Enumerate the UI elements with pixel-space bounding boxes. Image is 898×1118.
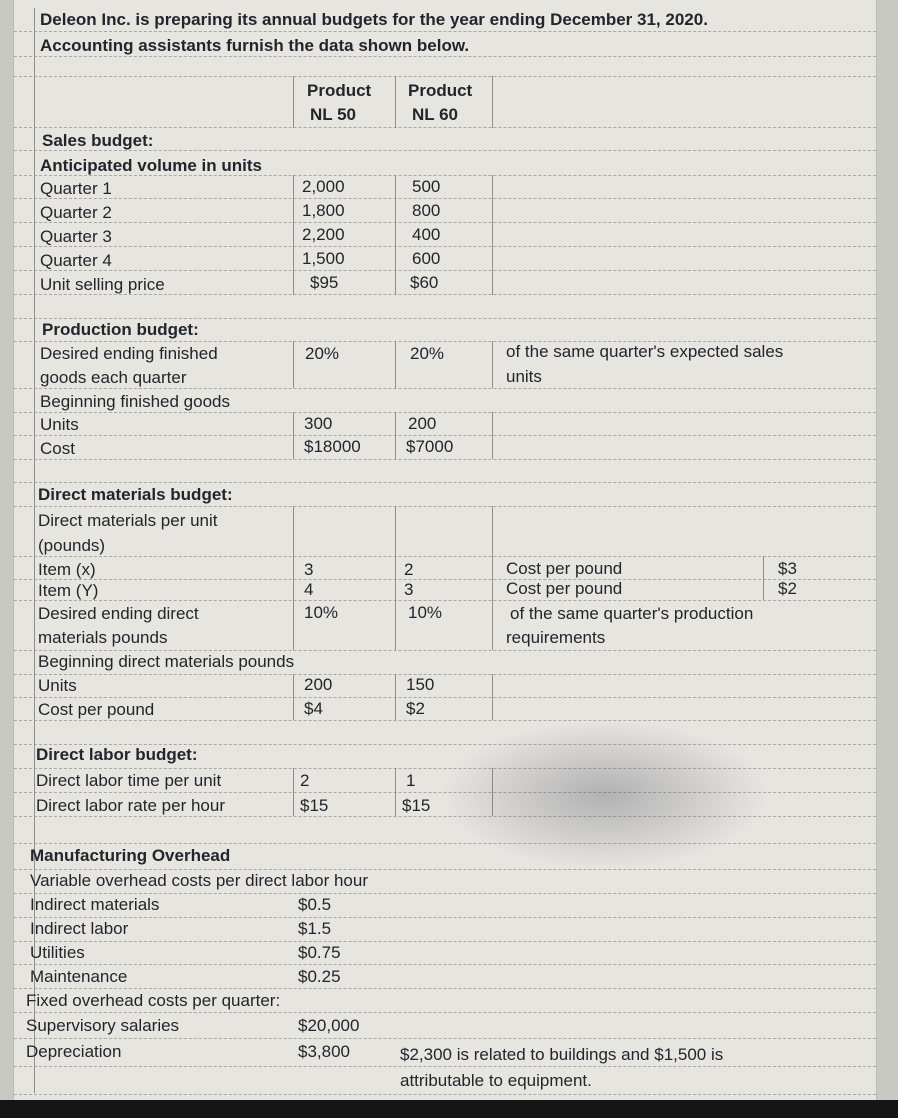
production-units-nl50: 300 bbox=[304, 414, 333, 433]
sales-row-label: Quarter 1 bbox=[40, 179, 112, 198]
labor-time-nl50: 2 bbox=[300, 771, 310, 790]
column-border bbox=[395, 506, 396, 650]
variable-overhead-row-label: Indirect labor bbox=[30, 919, 129, 938]
row-divider bbox=[14, 792, 876, 793]
column-header-nl60-top: Product bbox=[408, 81, 473, 100]
item-x-note: Cost per pound bbox=[506, 559, 623, 578]
item-y-nl50: 4 bbox=[304, 580, 314, 599]
column-border bbox=[293, 341, 294, 388]
sales-q2-nl60: 800 bbox=[412, 201, 441, 220]
production-desired-nl50: 20% bbox=[305, 344, 340, 363]
supervisory-label: Supervisory salaries bbox=[26, 1016, 180, 1035]
item-x-cost: $3 bbox=[778, 559, 797, 578]
row-divider bbox=[14, 893, 876, 894]
column-border bbox=[492, 674, 493, 720]
row-divider bbox=[14, 720, 876, 721]
variable-overhead-row-label: Indirect materials bbox=[30, 895, 160, 914]
row-divider bbox=[14, 1038, 876, 1039]
materials-units-nl60: 150 bbox=[406, 675, 435, 694]
variable-overhead-row-value: $0.5 bbox=[298, 895, 332, 914]
sales-q3-nl50: 2,200 bbox=[302, 225, 345, 244]
column-border bbox=[395, 674, 396, 720]
row-divider bbox=[14, 435, 876, 436]
row-divider bbox=[14, 768, 876, 769]
price-nl50: $95 bbox=[310, 273, 339, 292]
materials-cost-nl60: $2 bbox=[406, 699, 425, 718]
column-border bbox=[492, 175, 493, 295]
row-divider bbox=[14, 843, 876, 844]
column-border bbox=[395, 341, 396, 388]
variable-overhead-label: Variable overhead costs per direct labor hour bbox=[30, 871, 368, 890]
row-divider bbox=[14, 556, 876, 557]
overhead-heading: Manufacturing Overhead bbox=[30, 846, 231, 865]
intro-line-2: Accounting assistants furnish the data shown below. bbox=[40, 36, 470, 55]
column-border bbox=[293, 175, 294, 295]
row-divider bbox=[14, 988, 876, 989]
column-border bbox=[395, 175, 396, 295]
sales-row-label: Quarter 4 bbox=[40, 251, 112, 270]
row-divider bbox=[14, 650, 876, 651]
row-divider bbox=[14, 412, 876, 413]
materials-cost-nl50: $4 bbox=[304, 699, 323, 718]
column-border bbox=[763, 556, 764, 600]
production-heading: Production budget: bbox=[42, 320, 199, 339]
row-divider bbox=[14, 1012, 876, 1013]
item-y-label: Item (Y) bbox=[38, 581, 99, 600]
column-border bbox=[293, 674, 294, 720]
labor-time-label: Direct labor time per unit bbox=[36, 771, 222, 790]
price-label: Unit selling price bbox=[40, 275, 165, 294]
column-border bbox=[293, 768, 294, 816]
column-border bbox=[293, 412, 294, 459]
row-divider bbox=[14, 294, 876, 295]
row-divider bbox=[14, 56, 876, 57]
row-divider bbox=[14, 318, 876, 319]
row-divider bbox=[14, 246, 876, 247]
variable-overhead-row-value: $1.5 bbox=[298, 919, 332, 938]
production-desired-nl60: 20% bbox=[410, 344, 445, 363]
row-divider bbox=[14, 1094, 876, 1095]
materials-per-unit-line-2: (pounds) bbox=[38, 536, 106, 555]
production-desired-note-2: units bbox=[506, 367, 542, 386]
row-divider bbox=[14, 941, 876, 942]
depreciation-label: Depreciation bbox=[26, 1042, 122, 1061]
depreciation-note-2: attributable to equipment. bbox=[400, 1071, 592, 1090]
column-border bbox=[492, 76, 493, 128]
item-x-label: Item (x) bbox=[38, 560, 96, 579]
sales-q1-nl50: 2,000 bbox=[302, 177, 345, 196]
materials-desired-line-1: Desired ending direct bbox=[38, 604, 199, 623]
column-header-nl50-top: Product bbox=[307, 81, 372, 100]
column-border bbox=[293, 76, 294, 128]
column-border bbox=[293, 506, 294, 650]
row-divider bbox=[14, 506, 876, 507]
sales-q3-nl60: 400 bbox=[412, 225, 441, 244]
row-divider bbox=[14, 175, 876, 176]
materials-units-nl50: 200 bbox=[304, 675, 333, 694]
materials-units-label: Units bbox=[38, 676, 77, 695]
production-desired-line-2: goods each quarter bbox=[40, 368, 187, 387]
materials-cost-label: Cost per pound bbox=[38, 700, 155, 719]
item-x-nl50: 3 bbox=[304, 560, 314, 579]
column-border bbox=[395, 768, 396, 816]
row-divider bbox=[14, 31, 876, 32]
row-divider bbox=[14, 869, 876, 870]
row-divider bbox=[14, 674, 876, 675]
materials-desired-nl60: 10% bbox=[408, 603, 443, 622]
column-header-nl50-bottom: NL 50 bbox=[310, 105, 356, 124]
sales-row-label: Quarter 3 bbox=[40, 227, 112, 246]
production-cost-label: Cost bbox=[40, 439, 75, 458]
production-units-nl60: 200 bbox=[408, 414, 437, 433]
row-divider bbox=[14, 964, 876, 965]
production-units-label: Units bbox=[40, 415, 79, 434]
item-y-cost: $2 bbox=[778, 579, 797, 598]
row-divider bbox=[14, 697, 876, 698]
row-divider bbox=[14, 816, 876, 817]
item-y-note: Cost per pound bbox=[506, 579, 623, 598]
production-desired-line-1: Desired ending finished bbox=[40, 344, 218, 363]
row-divider bbox=[14, 388, 876, 389]
materials-desired-note-2: requirements bbox=[506, 628, 606, 647]
variable-overhead-row-value: $0.75 bbox=[298, 943, 341, 962]
materials-desired-nl50: 10% bbox=[304, 603, 339, 622]
sales-heading: Sales budget: bbox=[42, 131, 154, 150]
bottom-edge bbox=[0, 1100, 898, 1118]
depreciation-note-1: $2,300 is related to buildings and $1,500 is bbox=[400, 1045, 724, 1064]
column-header-nl60-bottom: NL 60 bbox=[412, 105, 458, 124]
variable-overhead-row-label: Maintenance bbox=[30, 967, 128, 986]
labor-rate-nl60: $15 bbox=[402, 796, 431, 815]
column-border bbox=[395, 76, 396, 128]
row-divider bbox=[14, 917, 876, 918]
price-nl60: $60 bbox=[410, 273, 439, 292]
row-divider bbox=[14, 459, 876, 460]
labor-rate-label: Direct labor rate per hour bbox=[36, 796, 225, 815]
row-divider bbox=[14, 482, 876, 483]
depreciation-value: $3,800 bbox=[298, 1042, 350, 1061]
variable-overhead-row-value: $0.25 bbox=[298, 967, 341, 986]
production-cost-nl50: $18000 bbox=[304, 437, 361, 456]
labor-heading: Direct labor budget: bbox=[36, 745, 198, 764]
production-beginning-label: Beginning finished goods bbox=[40, 392, 230, 411]
item-y-nl60: 3 bbox=[404, 580, 414, 599]
supervisory-value: $20,000 bbox=[298, 1016, 360, 1035]
production-cost-nl60: $7000 bbox=[406, 437, 454, 456]
materials-desired-note-1: of the same quarter's production bbox=[510, 604, 754, 623]
row-divider bbox=[14, 150, 876, 151]
column-border bbox=[492, 341, 493, 388]
intro-line-1: Deleon Inc. is preparing its annual budgets for the year ending December 31, 2020. bbox=[40, 10, 708, 29]
fixed-overhead-label: Fixed overhead costs per quarter: bbox=[26, 991, 281, 1010]
column-border bbox=[492, 506, 493, 650]
column-border bbox=[492, 412, 493, 459]
row-divider bbox=[14, 222, 876, 223]
sales-volume-label: Anticipated volume in units bbox=[40, 156, 262, 175]
sales-row-label: Quarter 2 bbox=[40, 203, 112, 222]
row-divider bbox=[14, 579, 876, 580]
production-desired-note-1: of the same quarter's expected sales bbox=[506, 342, 784, 361]
materials-heading: Direct materials budget: bbox=[38, 485, 233, 504]
variable-overhead-row-label: Utilities bbox=[30, 943, 85, 962]
materials-beginning-label: Beginning direct materials pounds bbox=[38, 652, 295, 671]
item-x-nl60: 2 bbox=[404, 560, 414, 579]
sales-q4-nl50: 1,500 bbox=[302, 249, 345, 268]
row-divider bbox=[14, 127, 876, 128]
labor-rate-nl50: $15 bbox=[300, 796, 329, 815]
column-border bbox=[492, 768, 493, 816]
row-divider bbox=[14, 198, 876, 199]
materials-desired-line-2: materials pounds bbox=[38, 628, 168, 647]
sales-q2-nl50: 1,800 bbox=[302, 201, 345, 220]
row-divider bbox=[14, 76, 876, 77]
column-border bbox=[395, 412, 396, 459]
sales-q4-nl60: 600 bbox=[412, 249, 441, 268]
sales-q1-nl60: 500 bbox=[412, 177, 441, 196]
row-divider bbox=[14, 1066, 876, 1067]
row-divider bbox=[14, 270, 876, 271]
row-divider bbox=[14, 600, 876, 601]
labor-time-nl60: 1 bbox=[406, 771, 416, 790]
materials-per-unit-line-1: Direct materials per unit bbox=[38, 511, 218, 530]
